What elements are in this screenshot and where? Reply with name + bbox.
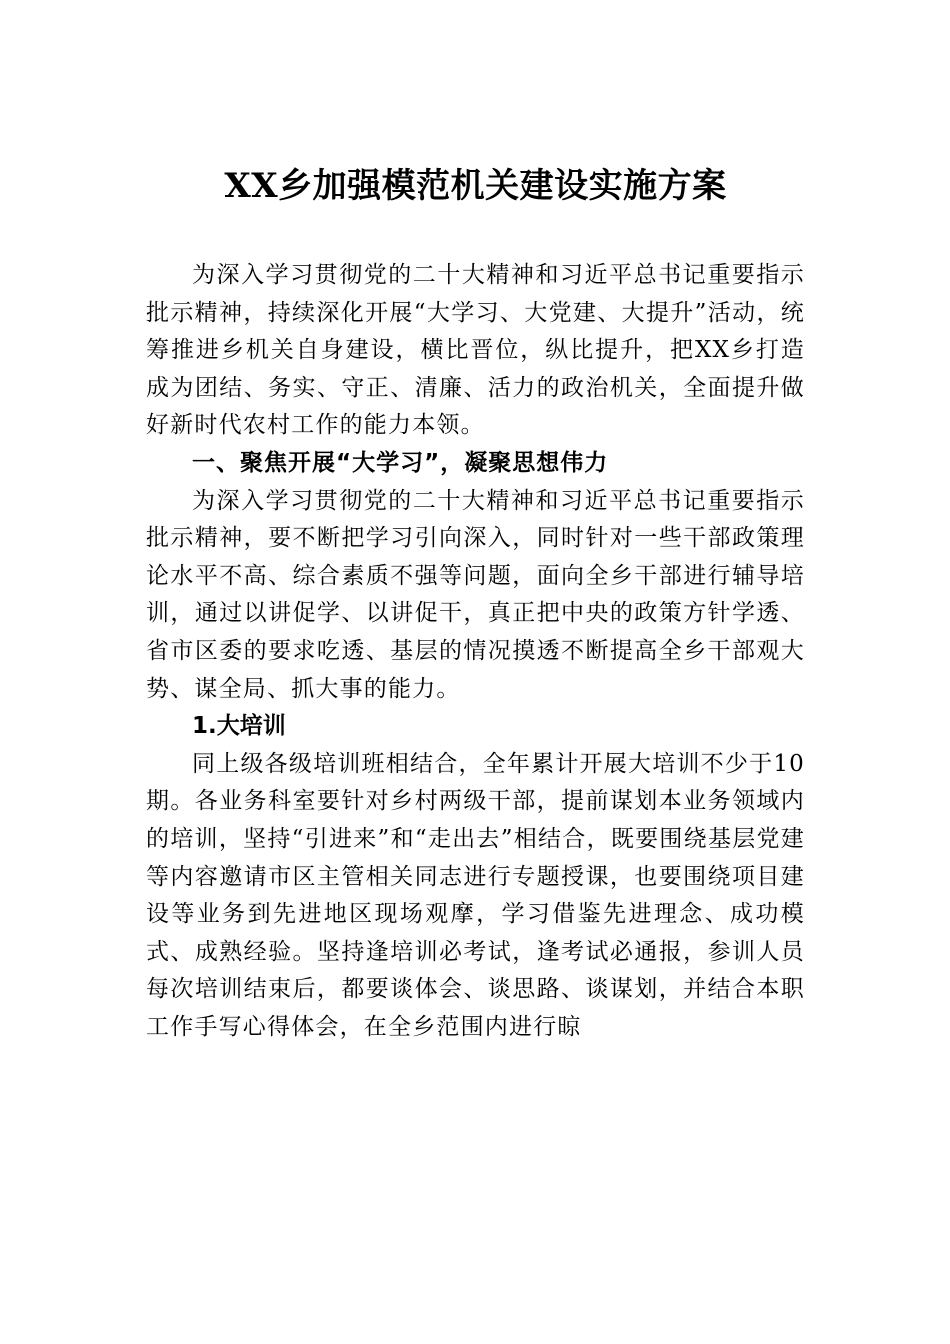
intro-paragraph: 为深入学习贯彻党的二十大精神和习近平总书记重要指示批示精神，持续深化开展“大学习、大党建、大提升”活动，统筹推进乡机关自身建设，横比晋位，纵比提升，把XX乡打造成为团结、务实、守正、清廉、活力的政治机关，全面提升做好新时代农村工作的能力本领。 — [146, 262, 805, 439]
subsection-1-paragraph: 同上级各级培训班相结合，全年累计开展大培训不少于10期。各业务科室要针对乡村两级干部，提前谋划本业务领域内的培训，坚持“引进来”和“走出去”相结合，既要围绕基层党建等内容邀请市区主管相关同志进行专题授课，也要围绕项目建设等业务到先进地区现场观摩，学习借鉴先进理念、成功模式、成熟经验。坚持逢培训必考试，逢考试必通报，参训人员每次培训结束后，都要谈体会、谈思路、谈谋划，并结合本职工作手写心得体会，在全乡范围内进行晾 — [146, 750, 805, 1040]
section-1-heading: 一、聚焦开展“大学习”，凝聚思想伟力 — [192, 449, 609, 476]
section-1-paragraph: 为深入学习贯彻党的二十大精神和习近平总书记重要指示批示精神，要不断把学习引向深入，同时针对一些干部政策理论水平不高、综合素质不强等问题，面向全乡干部进行辅导培训，通过以讲促学、以讲促干，真正把中央的政策方针学透、省市区委的要求吃透、基层的情况摸透不断提高全乡干部观大势、谋全局、抓大事的能力。 — [146, 487, 805, 702]
subsection-1-heading: 1.大培训 — [192, 713, 286, 740]
document-body — [146, 257, 805, 1046]
document-title: XX乡加强模范机关建设实施方案 — [224, 166, 727, 206]
